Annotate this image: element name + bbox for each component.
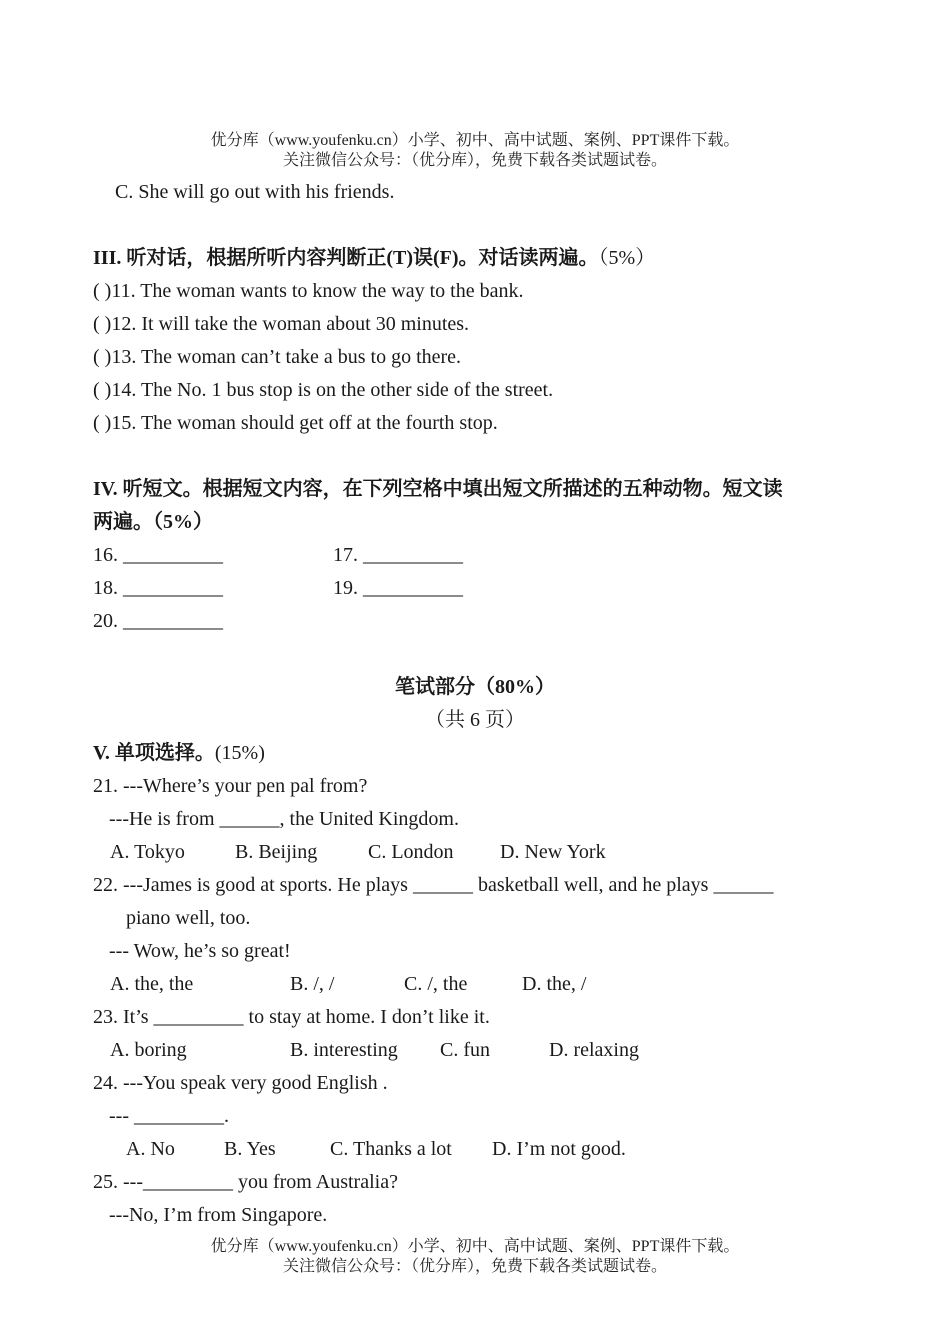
q22-option-a: A. the, the (110, 973, 194, 995)
section5-title: V. 单项选择。 (93, 742, 215, 764)
q21-line-2: ---He is from ______, the United Kingdom. (109, 808, 459, 830)
q22-stem-cont: piano well, too. (126, 907, 251, 929)
q24-option-d: D. I’m not good. (492, 1138, 626, 1160)
q21-option-a: A. Tokyo (110, 841, 185, 863)
q21-option-b: B. Beijing (235, 841, 318, 863)
blank-19: 19. __________ (333, 577, 463, 599)
section3-score: （5%） (598, 247, 656, 269)
q21-option-c: C. London (368, 841, 454, 863)
q23-stem: 23. It’s _________ to stay at home. I don’t like it. (93, 1006, 490, 1028)
written-part-title: 笔试部分（80%） (395, 676, 555, 698)
q24-option-a: A. No (126, 1138, 175, 1160)
q22-option-d: D. the, / (522, 973, 587, 995)
q24-stem: 24. ---You speak very good English . (93, 1072, 388, 1094)
q24-option-b: B. Yes (224, 1138, 276, 1160)
section5-score: (15%) (214, 742, 265, 764)
section3-item-15: ( )15. The woman should get off at the fourth stop. (93, 412, 498, 434)
blank-17: 17. __________ (333, 544, 463, 566)
carryover-option: C. She will go out with his friends. (115, 181, 395, 203)
q25-line-2: ---No, I’m from Singapore. (109, 1204, 328, 1226)
blank-20: 20. __________ (93, 610, 223, 632)
blank-16: 16. __________ (93, 544, 223, 566)
q25-stem: 25. ---_________ you from Australia? (93, 1171, 398, 1193)
q23-option-b: B. interesting (290, 1039, 398, 1061)
section3-item-13: ( )13. The woman can’t take a bus to go there. (93, 346, 462, 368)
q21-option-d: D. New York (500, 841, 606, 863)
q22-line-2: --- Wow, he’s so great! (109, 940, 291, 962)
section4-title-line-2: 两遍。（5%） (93, 511, 213, 533)
q24-option-c: C. Thanks a lot (330, 1138, 452, 1160)
section3-heading (93, 244, 655, 272)
q22-stem: 22. ---James is good at sports. He plays ______ basketball well, and he plays ______ (93, 874, 774, 896)
footer-line-2: 关注微信公众号：（优分库），免费下载各类试题试卷。 (282, 1258, 667, 1275)
header-line-1: 优分库（www.youfenku.cn）小学、初中、高中试题、案例、PPT课件下载。 (210, 132, 740, 149)
header-line-2: 关注微信公众号：（优分库），免费下载各类试题试卷。 (282, 152, 667, 169)
section3-item-11: ( )11. The woman wants to know the way to the bank. (93, 280, 524, 302)
footer-line-1: 优分库（www.youfenku.cn）小学、初中、高中试题、案例、PPT课件下载。 (210, 1238, 740, 1255)
section3-item-12: ( )12. It will take the woman about 30 minutes. (93, 313, 470, 335)
q24-line-2: --- _________. (109, 1105, 229, 1127)
written-part-subtitle: （共 6 页） (425, 709, 525, 731)
q21-stem: 21. ---Where’s your pen pal from? (93, 775, 368, 797)
section5-heading (93, 739, 265, 767)
q23-option-d: D. relaxing (549, 1039, 639, 1061)
section4-title-line-1: IV. 听短文。根据短文内容，在下列空格中填出短文所描述的五种动物。短文读 (93, 478, 783, 500)
section3-title: III. 听对话，根据所听内容判断正(T)误(F)。对话读两遍。 (93, 247, 599, 269)
q22-option-b: B. /, / (290, 973, 335, 995)
blank-18: 18. __________ (93, 577, 223, 599)
section3-item-14: ( )14. The No. 1 bus stop is on the other side of the street. (93, 379, 554, 401)
q23-option-c: C. fun (440, 1039, 490, 1061)
q23-option-a: A. boring (110, 1039, 187, 1061)
q22-option-c: C. /, the (404, 973, 468, 995)
